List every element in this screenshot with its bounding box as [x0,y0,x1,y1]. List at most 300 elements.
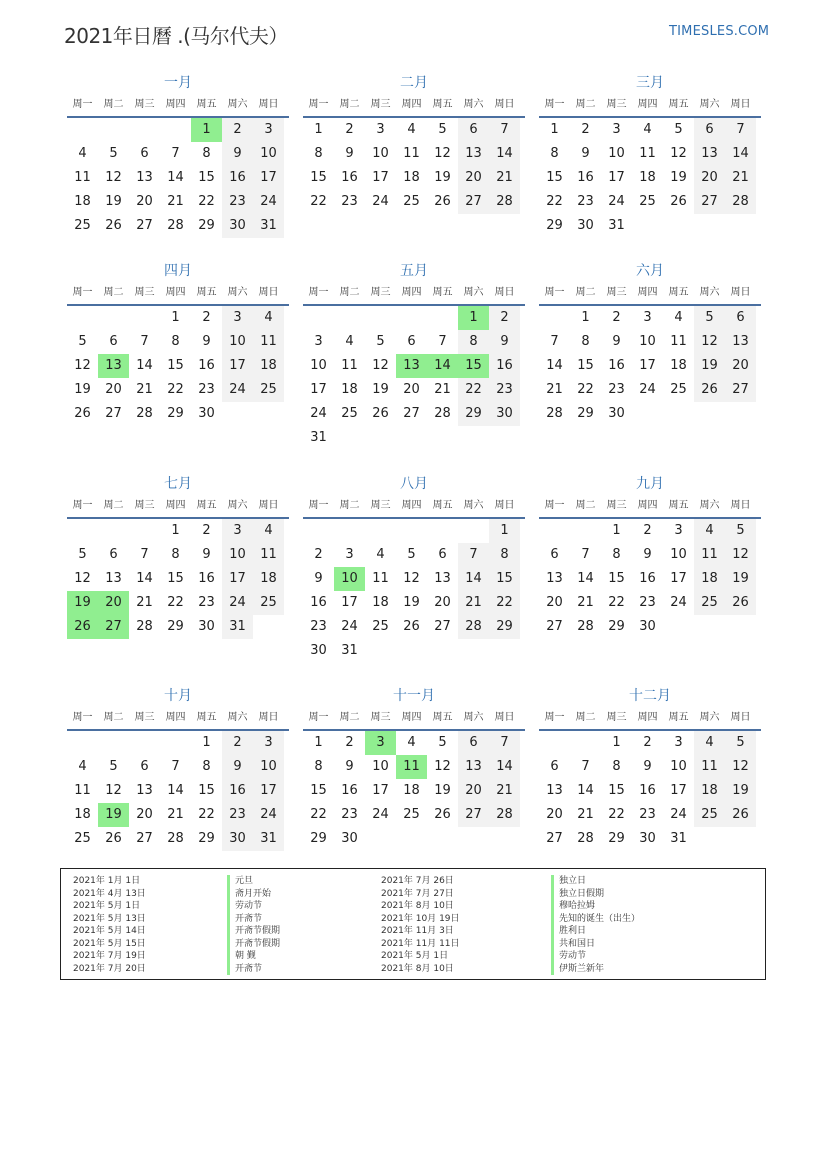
day-cell: 10 [670,759,687,774]
day-cell: 8 [171,547,180,562]
day-cell: 5 [376,334,385,349]
holiday-day-cell: 13 [98,354,129,378]
day-cell: 23 [198,595,215,610]
day-cell: 1 [612,523,621,538]
day-cell: 18 [253,567,284,591]
day-cell: 16 [222,166,253,190]
day-cell: 2 [581,122,590,137]
week-row [303,166,525,190]
day-cell: 23 [222,190,253,214]
day-cell: 8 [612,547,621,562]
day-cell: 16 [489,354,520,378]
day-cell: 4 [345,334,354,349]
day-cell: 28 [136,406,153,421]
day-cell: 4 [376,547,385,562]
legend-date: 2021年 11月 11日 [381,938,460,949]
day-cell: 18 [403,783,420,798]
weekday-header [303,707,525,731]
week-row [303,354,525,378]
day-cell: 29 [198,831,215,846]
weekday-label: 周五 [668,99,689,110]
day-cell: 25 [670,382,687,397]
weekday-label: 周日 [494,99,515,110]
day-cell: 22 [310,807,327,822]
day-cell: 25 [639,194,656,209]
month-calendar [539,260,761,426]
day-cell: 23 [639,595,656,610]
weekday-label: 周一 [72,99,93,110]
day-cell: 3 [253,731,284,755]
empty-day-cell [725,827,756,851]
day-cell: 25 [341,406,358,421]
weekday-label: 周一 [308,99,329,110]
weekday-label: 周五 [668,287,689,298]
week-row [67,190,289,214]
weekday-label: 周一 [544,99,565,110]
day-cell: 22 [167,595,184,610]
weekday-label: 周日 [730,712,751,723]
day-cell: 27 [694,190,725,214]
day-cell: 28 [577,619,594,634]
day-cell: 10 [253,142,284,166]
day-cell: 16 [341,783,358,798]
empty-day-cell [98,731,129,755]
day-cell: 9 [202,547,211,562]
day-cell: 13 [725,330,756,354]
day-cell: 1 [202,735,211,750]
day-cell: 5 [407,547,416,562]
weekday-label: 周日 [730,500,751,511]
weekday-label: 周三 [606,500,627,511]
holiday-legend [60,868,766,980]
day-cell: 12 [725,755,756,779]
legend-date: 2021年 5月 15日 [73,938,146,949]
day-cell: 27 [546,619,563,634]
weekday-label: 周五 [196,287,217,298]
empty-day-cell [427,306,458,330]
day-cell: 7 [489,118,520,142]
day-cell: 4 [694,731,725,755]
day-cell: 6 [725,306,756,330]
empty-day-cell [160,118,191,142]
week-row [67,306,289,330]
weekday-header [67,282,289,306]
day-cell: 10 [222,330,253,354]
week-row [67,731,289,755]
empty-day-cell [365,426,396,450]
day-cell: 8 [550,146,559,161]
day-cell: 16 [222,779,253,803]
empty-day-cell [334,519,365,543]
weekday-label: 周三 [370,712,391,723]
holiday-day-cell: 20 [98,591,129,615]
day-cell: 5 [438,735,447,750]
day-cell: 7 [438,334,447,349]
day-cell: 19 [105,194,122,209]
day-cell: 19 [670,170,687,185]
holiday-day-cell: 19 [67,591,98,615]
day-cell: 15 [167,358,184,373]
legend-dates-col-1 [73,875,146,975]
weekday-label: 周三 [606,712,627,723]
week-row [539,803,761,827]
week-row [67,166,289,190]
day-cell: 14 [167,783,184,798]
day-cell: 26 [372,406,389,421]
week-row [539,142,761,166]
week-row [67,354,289,378]
day-cell: 7 [171,759,180,774]
month-title: 六月 [636,263,664,279]
weekday-label: 周二 [103,500,124,511]
day-cell: 23 [310,619,327,634]
weekday-header [539,94,761,118]
empty-day-cell [396,827,427,851]
day-cell: 9 [222,142,253,166]
day-cell: 1 [489,519,520,543]
day-cell: 11 [253,330,284,354]
day-cell: 1 [581,310,590,325]
day-cell: 25 [372,619,389,634]
weekday-label: 周四 [637,500,658,511]
day-cell: 23 [222,803,253,827]
week-row [67,567,289,591]
week-row [67,755,289,779]
day-cell: 23 [341,194,358,209]
week-row [303,615,525,639]
empty-day-cell [303,306,334,330]
empty-day-cell [427,639,458,663]
weekday-label: 周三 [606,99,627,110]
weekday-label: 周二 [103,99,124,110]
weekday-label: 周四 [165,287,186,298]
weekday-header [303,282,525,306]
weekday-label: 周二 [339,99,360,110]
day-cell: 11 [253,543,284,567]
week-row [303,190,525,214]
empty-day-cell [365,306,396,330]
day-cell: 22 [489,591,520,615]
empty-day-cell [570,519,601,543]
week-row [67,142,289,166]
week-row [539,543,761,567]
day-cell: 11 [341,358,358,373]
empty-day-cell [160,731,191,755]
day-cell: 23 [608,382,625,397]
day-cell: 5 [109,146,118,161]
empty-day-cell [427,519,458,543]
day-cell: 22 [310,194,327,209]
day-cell: 3 [345,547,354,562]
day-cell: 24 [253,190,284,214]
weekday-label: 周三 [606,287,627,298]
month-title: 四月 [164,263,192,279]
day-cell: 25 [694,803,725,827]
day-cell: 17 [341,595,358,610]
day-cell: 14 [136,358,153,373]
day-cell: 26 [434,194,451,209]
week-row [67,827,289,851]
weekday-label: 周五 [196,99,217,110]
legend-holiday-name: 开斋节假期 [227,938,280,951]
legend-holiday-name: 开斋节 [227,963,280,976]
legend-date: 2021年 5月 1日 [73,901,141,911]
empty-day-cell [458,519,489,543]
day-cell: 26 [725,591,756,615]
empty-day-cell [694,827,725,851]
day-cell: 19 [434,170,451,185]
day-cell: 27 [458,803,489,827]
week-row [303,755,525,779]
month-calendar [539,473,761,639]
holiday-day-cell: 3 [365,731,396,755]
day-cell: 20 [546,595,563,610]
day-cell: 16 [639,783,656,798]
day-cell: 11 [403,146,420,161]
day-cell: 18 [403,170,420,185]
day-cell: 9 [643,759,652,774]
legend-holiday-name: 穆哈拉姆 [551,900,640,913]
empty-day-cell [725,615,756,639]
day-cell: 6 [407,334,416,349]
day-cell: 12 [403,571,420,586]
day-cell: 29 [167,406,184,421]
weekday-label: 周五 [432,99,453,110]
day-cell: 17 [670,783,687,798]
weekday-label: 周四 [401,99,422,110]
legend-holiday-name: 共和国日 [551,938,640,951]
day-cell: 9 [314,571,323,586]
day-cell: 5 [78,334,87,349]
weekday-label: 周六 [699,287,720,298]
empty-day-cell [458,827,489,851]
weekday-label: 周二 [339,500,360,511]
day-cell: 26 [694,378,725,402]
day-cell: 9 [345,146,354,161]
day-cell: 18 [372,595,389,610]
legend-date: 2021年 7月 26日 [381,876,454,886]
day-cell: 18 [253,354,284,378]
holiday-day-cell: 11 [396,755,427,779]
day-cell: 21 [434,382,451,397]
day-cell: 27 [403,406,420,421]
week-row [539,190,761,214]
legend-names-col-2 [551,875,640,975]
empty-day-cell [458,639,489,663]
week-row [539,118,761,142]
week-row [67,378,289,402]
month-calendar [539,72,761,238]
day-cell: 26 [434,807,451,822]
holiday-day-cell: 15 [458,354,489,378]
day-cell: 5 [109,759,118,774]
day-cell: 2 [612,310,621,325]
day-cell: 3 [222,519,253,543]
day-cell: 12 [434,146,451,161]
day-cell: 5 [725,519,756,543]
legend-holiday-name: 元旦 [227,875,280,888]
weekday-label: 周日 [494,287,515,298]
weekday-label: 周六 [699,99,720,110]
weekday-label: 周六 [463,712,484,723]
day-cell: 30 [222,827,253,851]
legend-date: 2021年 7月 20日 [73,963,146,974]
day-cell: 4 [253,306,284,330]
day-cell: 12 [105,783,122,798]
empty-day-cell [334,426,365,450]
weekday-label: 周五 [196,712,217,723]
day-cell: 24 [222,591,253,615]
day-cell: 11 [74,170,91,185]
holiday-day-cell: 13 [396,354,427,378]
week-row [67,519,289,543]
weekday-label: 周六 [699,712,720,723]
month-title: 七月 [164,476,192,492]
day-cell: 5 [438,122,447,137]
legend-date: 2021年 8月 10日 [381,963,454,974]
week-row [303,142,525,166]
day-cell: 21 [489,166,520,190]
day-cell: 13 [136,783,153,798]
weekday-header [303,94,525,118]
day-cell: 14 [458,567,489,591]
legend-date: 2021年 4月 13日 [73,888,146,899]
month-title: 十月 [164,688,192,704]
empty-day-cell [98,519,129,543]
week-row [539,214,761,238]
day-cell: 30 [198,619,215,634]
month-title: 九月 [636,476,664,492]
day-cell: 17 [222,567,253,591]
day-cell: 31 [253,214,284,238]
week-row [303,118,525,142]
day-cell: 17 [310,382,327,397]
day-cell: 19 [725,567,756,591]
empty-day-cell [67,519,98,543]
day-cell: 9 [612,334,621,349]
empty-day-cell [489,639,520,663]
day-cell: 22 [608,807,625,822]
day-cell: 27 [136,218,153,233]
week-row [539,731,761,755]
site-brand-link[interactable]: TIMESLES.COM [669,24,770,39]
day-cell: 20 [694,166,725,190]
week-row [303,402,525,426]
day-cell: 9 [489,330,520,354]
day-cell: 17 [372,783,389,798]
legend-holiday-name: 胜利日 [551,925,640,938]
day-cell: 22 [198,807,215,822]
weekday-header [303,495,525,519]
day-cell: 23 [489,378,520,402]
day-cell: 15 [198,170,215,185]
day-cell: 22 [577,382,594,397]
weekday-label: 周日 [258,500,279,511]
legend-holiday-name: 伊斯兰新年 [551,963,640,976]
day-cell: 21 [458,591,489,615]
day-cell: 28 [458,615,489,639]
empty-day-cell [427,827,458,851]
day-cell: 14 [725,142,756,166]
day-cell: 18 [341,382,358,397]
month-calendar [303,72,525,214]
weekday-label: 周四 [637,99,658,110]
empty-day-cell [632,214,663,238]
day-cell: 14 [136,571,153,586]
empty-day-cell [253,615,284,639]
week-row [303,639,525,663]
day-cell: 1 [612,735,621,750]
day-cell: 8 [171,334,180,349]
day-cell: 9 [222,755,253,779]
day-cell: 9 [345,759,354,774]
day-cell: 2 [643,523,652,538]
empty-day-cell [396,306,427,330]
empty-day-cell [129,306,160,330]
day-cell: 13 [136,170,153,185]
day-cell: 24 [639,382,656,397]
day-cell: 2 [222,731,253,755]
weekday-label: 周一 [72,712,93,723]
holiday-day-cell: 1 [458,306,489,330]
day-cell: 16 [608,358,625,373]
day-cell: 12 [105,170,122,185]
day-cell: 11 [694,755,725,779]
day-cell: 26 [105,831,122,846]
day-cell: 1 [171,523,180,538]
week-row [539,354,761,378]
month-calendar [539,685,761,851]
legend-holiday-name: 劳动节 [227,900,280,913]
day-cell: 30 [310,643,327,658]
week-row [539,519,761,543]
day-cell: 30 [639,619,656,634]
day-cell: 31 [341,643,358,658]
holiday-day-cell: 27 [98,615,129,639]
week-row [303,591,525,615]
month-calendar [67,473,289,639]
day-cell: 12 [725,543,756,567]
page-title: 2021年日曆 .(马尔代夫） [64,24,288,48]
day-cell: 11 [670,334,687,349]
day-cell: 16 [198,358,215,373]
day-cell: 19 [372,382,389,397]
day-cell: 7 [725,118,756,142]
day-cell: 28 [489,190,520,214]
weekday-label: 周日 [730,99,751,110]
weekday-label: 周四 [401,500,422,511]
day-cell: 26 [74,406,91,421]
day-cell: 21 [136,595,153,610]
week-row [67,330,289,354]
weekday-label: 周六 [227,287,248,298]
legend-holiday-name: 斋月开始 [227,888,280,901]
day-cell: 5 [694,306,725,330]
empty-day-cell [663,214,694,238]
day-cell: 19 [725,779,756,803]
empty-day-cell [67,731,98,755]
day-cell: 2 [202,523,211,538]
day-cell: 9 [581,146,590,161]
day-cell: 1 [314,122,323,137]
weekday-label: 周五 [432,287,453,298]
day-cell: 7 [140,547,149,562]
empty-day-cell [632,402,663,426]
weekday-label: 周一 [544,712,565,723]
day-cell: 5 [674,122,683,137]
day-cell: 8 [314,759,323,774]
month-calendar [303,260,525,450]
